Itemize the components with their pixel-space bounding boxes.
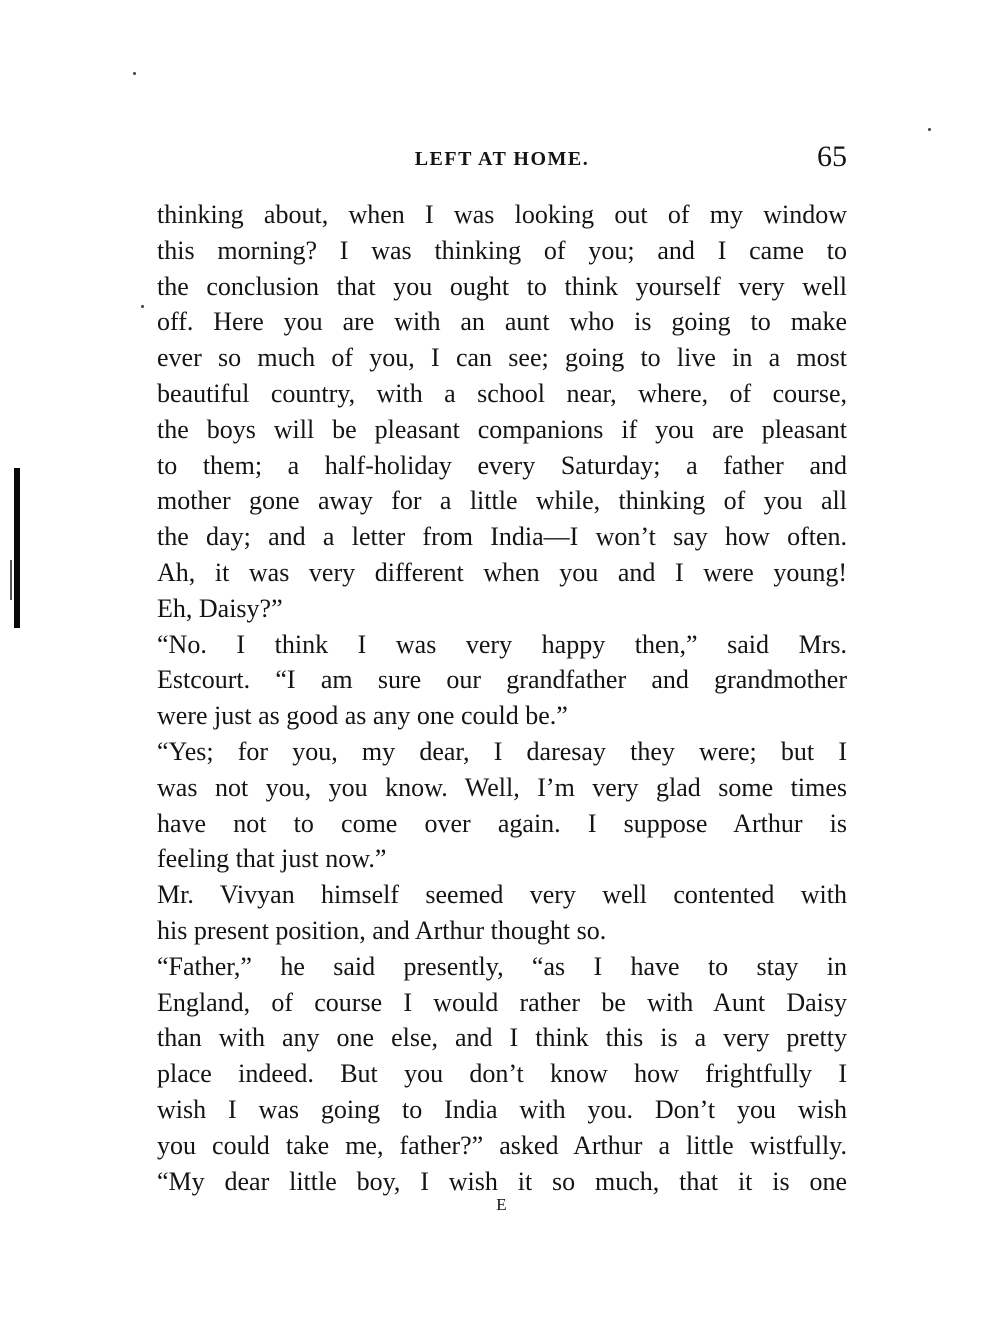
text-line: England, of course I would rather be with Aunt Daisy	[157, 987, 847, 1017]
text-line: than with any one else, and I think this is a very pretty	[157, 1023, 847, 1053]
scan-edge-mark-faint	[10, 560, 12, 600]
text-line: “No. I think I was very happy then,” said Mrs.	[157, 629, 847, 659]
text-line: mother gone away for a little while, thinking of you all	[157, 486, 847, 516]
text-line: thinking about, when I was looking out of my window	[157, 200, 847, 229]
text-line: were just as good as any one could be.”	[157, 701, 568, 731]
running-title: LEFT AT HOME.	[414, 148, 590, 170]
text-line: the day; and a letter from India—I won’t say how often.	[157, 522, 847, 552]
scan-speck	[928, 128, 931, 131]
text-line: ever so much of you, I can see; going to live in a most	[157, 343, 847, 373]
page-number: 65	[817, 140, 847, 173]
text-line: the boys will be pleasant companions if you are pleasant	[157, 414, 847, 444]
text-line: have not to come over again. I suppose Arthur is	[157, 808, 847, 838]
signature-mark: E	[496, 1195, 508, 1214]
text-line: to them; a half-holiday every Saturday; a father and	[157, 450, 847, 480]
text-line: “My dear little boy, I wish it so much, that it is one	[157, 1166, 847, 1196]
running-head	[157, 140, 847, 180]
body-text	[157, 197, 847, 1199]
text-line: Ah, it was very different when you and I were young!	[157, 557, 847, 587]
scan-speck	[133, 72, 136, 75]
text-line: “Father,” he said presently, “as I have to stay in	[157, 951, 847, 981]
text-line: the conclusion that you ought to think yourself very well	[157, 271, 847, 301]
scan-speck	[141, 305, 144, 308]
text-line: wish I was going to India with you. Don’t you wish	[157, 1094, 847, 1124]
text-line: his present position, and Arthur thought so.	[157, 915, 607, 945]
text-line: off. Here you are with an aunt who is going to make	[157, 307, 847, 337]
text-line: place indeed. But you don’t know how frightfully I	[157, 1059, 847, 1089]
text-line: beautiful country, with a school near, where, of course,	[157, 378, 847, 408]
text-line: you could take me, father?” asked Arthur a little wistfully.	[157, 1130, 847, 1160]
text-line: Estcourt. “I am sure our grandfather and grandmother	[157, 665, 847, 695]
text-line: feeling that just now.”	[157, 844, 387, 874]
text-line: was not you, you know. Well, I’m very glad some times	[157, 772, 847, 802]
text-line: “Yes; for you, my dear, I daresay they were; but I	[157, 736, 847, 766]
text-line: this morning? I was thinking of you; and I came to	[157, 235, 847, 265]
scan-edge-mark	[14, 468, 20, 628]
text-line: Eh, Daisy?”	[157, 593, 283, 623]
text-line: Mr. Vivyan himself seemed very well contented with	[157, 880, 847, 910]
